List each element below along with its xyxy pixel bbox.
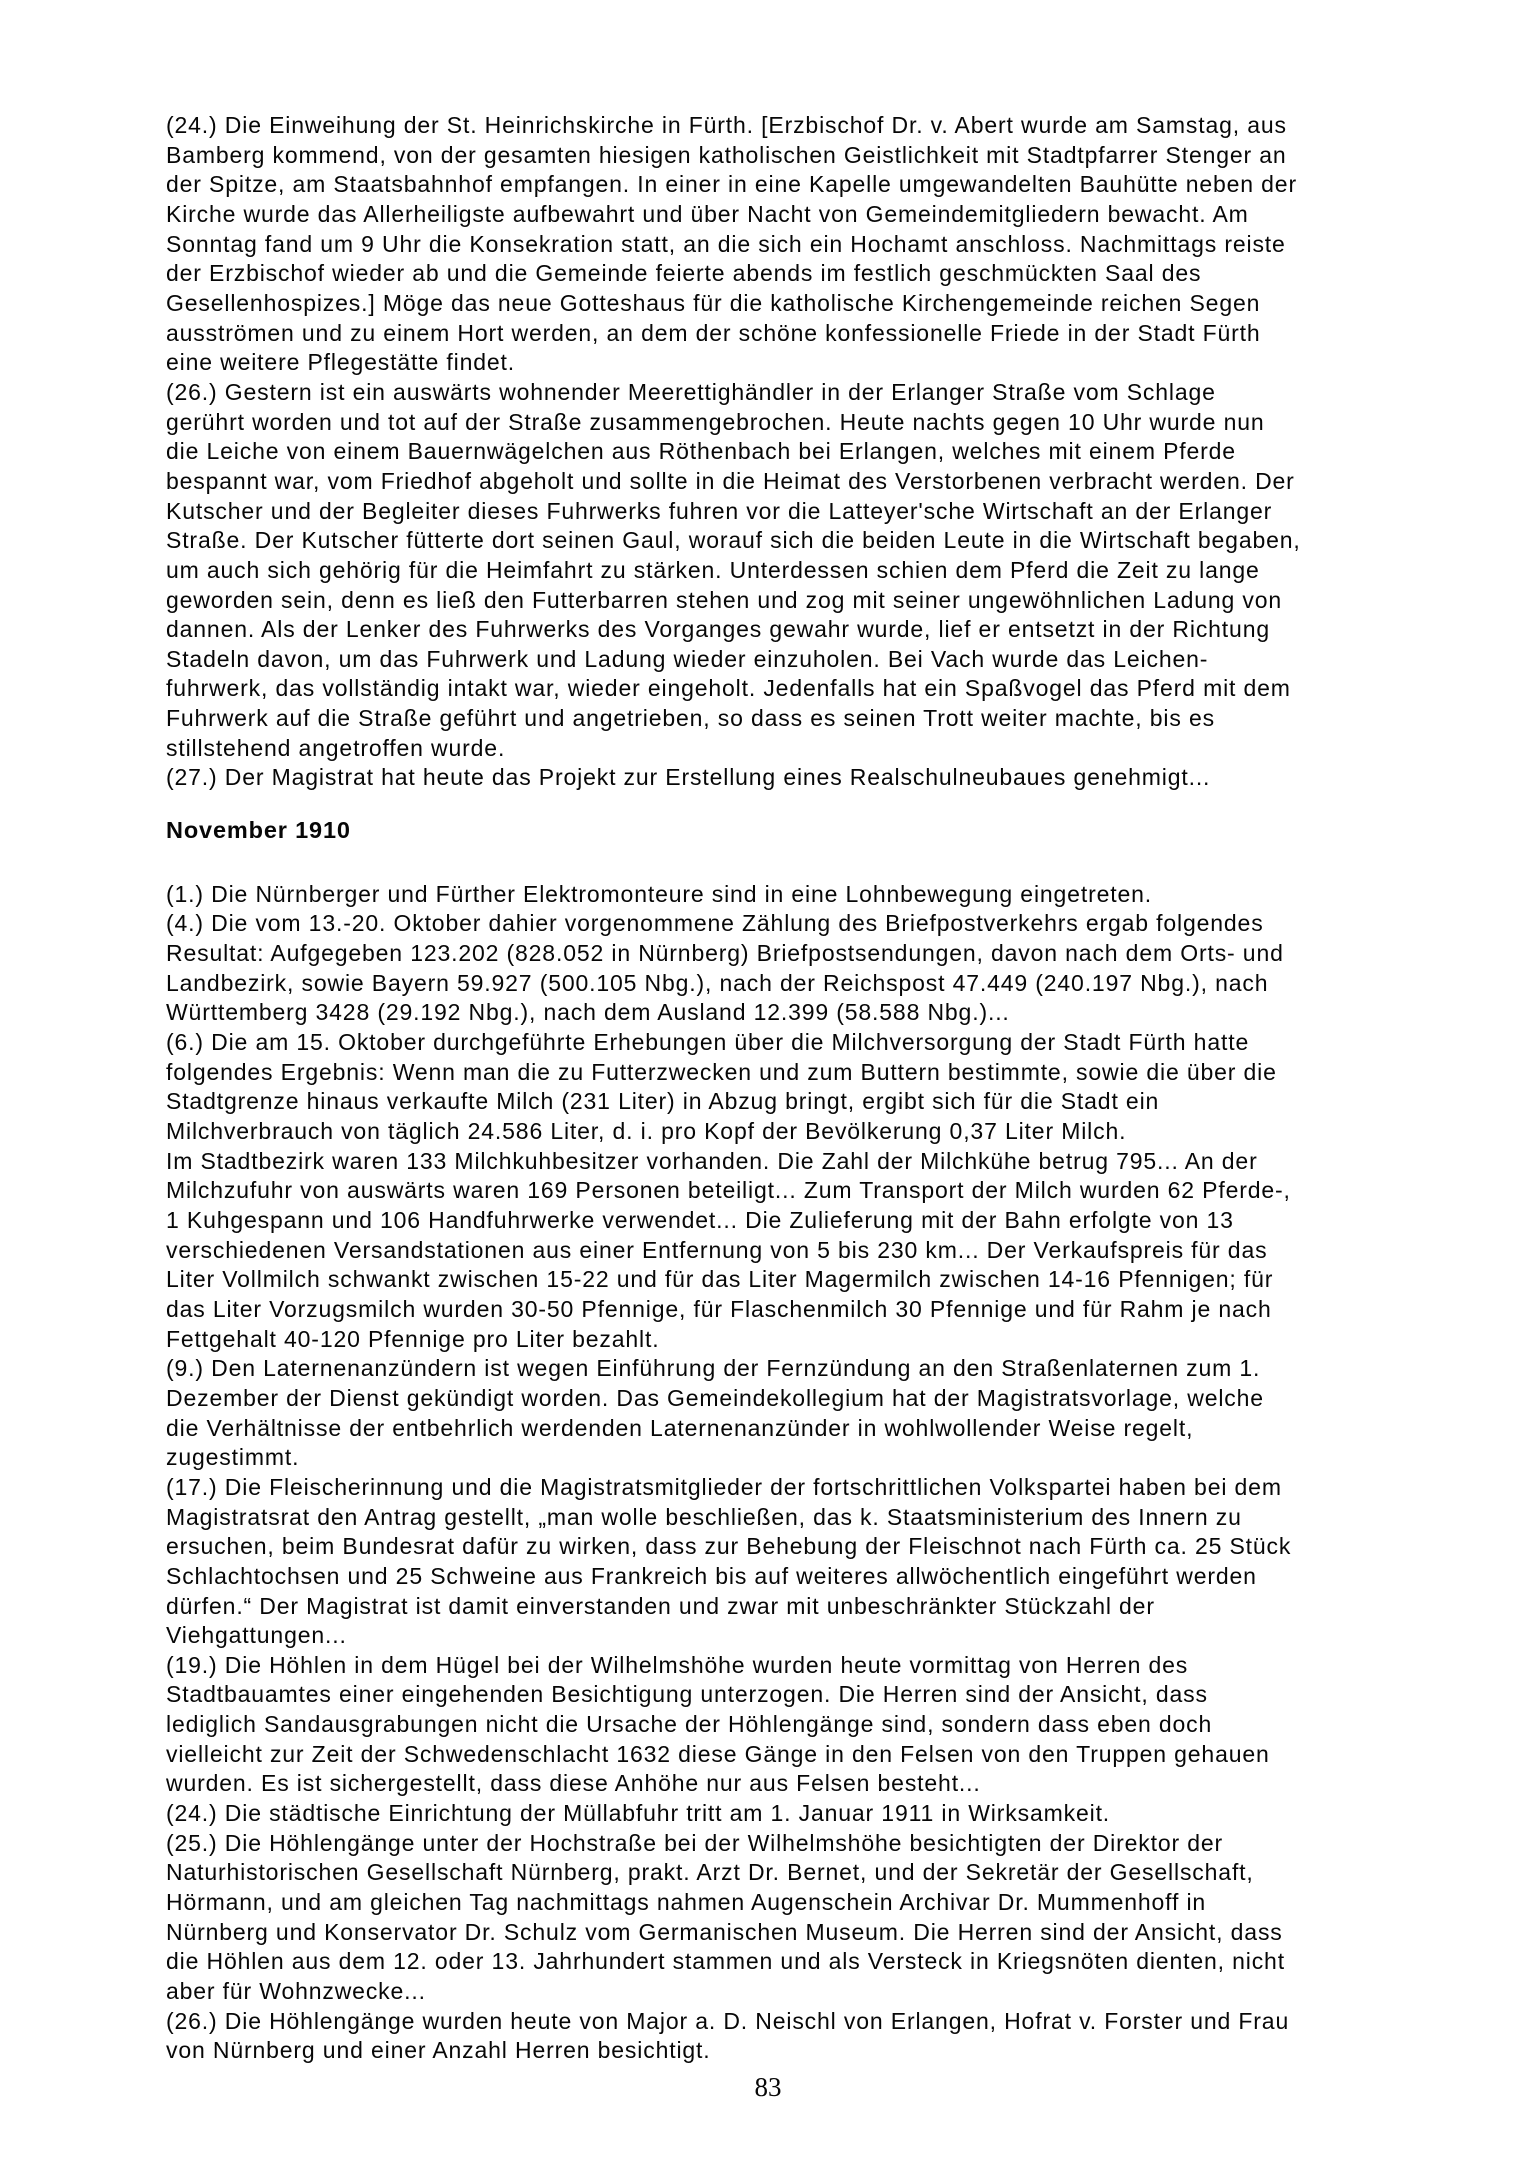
text-line: (19.) Die Höhlen in dem Hügel bei der Wilhelmshöhe wurden heute vormittag von Herren des xyxy=(166,1651,1189,1678)
text-line: Magistratsrat den Antrag gestellt, „man wolle beschließen, das k. Staatsministerium des Innern zu xyxy=(166,1503,1242,1530)
text-line: Naturhistorischen Gesellschaft Nürnberg, prakt. Arzt Dr. Bernet, und der Sekretär der Gesellschaft, xyxy=(166,1859,1254,1886)
october-entries xyxy=(166,111,1436,793)
text-line: (17.) Die Fleischerinnung und die Magistratsmitglieder der fortschrittlichen Volkspartei haben bei dem xyxy=(166,1473,1282,1500)
page-number: 83 xyxy=(754,2072,782,2102)
text-line: Württemberg 3428 (29.192 Nbg.), nach dem Ausland 12.399 (58.588 Nbg.)... xyxy=(166,999,1010,1026)
text-line: (26.) Die Höhlengänge wurden heute von Major a. D. Neischl von Erlangen, Hofrat v. Forster und Frau xyxy=(166,2007,1290,2034)
text-line: Stadeln davon, um das Fuhrwerk und Ladung wieder einzuholen. Bei Vach wurde das Leichen- xyxy=(166,645,1209,672)
text-line: gerührt worden und tot auf der Straße zusammengebrochen. Heute nachts gegen 10 Uhr wurde nun xyxy=(166,408,1265,435)
text-line: Schlachtochsen und 25 Schweine aus Frankreich bis auf weiteres allwöchentlich eingeführt werden xyxy=(166,1562,1257,1589)
text-line: Fuhrwerk auf die Straße geführt und angetrieben, so dass es seinen Trott weiter machte, bis es xyxy=(166,705,1215,732)
text-line: Milchverbrauch von täglich 24.586 Liter, d. i. pro Kopf der Bevölkerung 0,37 Liter Milch. xyxy=(166,1118,1127,1144)
text-line: dannen. Als der Lenker des Fuhrwerks des Vorganges gewahr wurde, lief er entsetzt in der Richtung xyxy=(166,616,1270,643)
text-line: lediglich Sandausgrabungen nicht die Ursache der Höhlengänge sind, sondern dass eben doch xyxy=(166,1711,1213,1738)
text-line: ausströmen und zu einem Hort werden, an dem der schöne konfessionelle Friede in der Stadt Fürth xyxy=(166,319,1261,346)
text-line: (26.) Gestern ist ein auswärts wohnender Meerettighändler in der Erlanger Straße vom Schlage xyxy=(166,378,1216,405)
text-line: Bamberg kommend, von der gesamten hiesigen katholischen Geistlichkeit mit Stadtpfarrer Stenger an xyxy=(166,141,1287,168)
text-line: die Leiche von einem Bauernwägelchen aus Röthenbach bei Erlangen, welches mit einem Pferde xyxy=(166,438,1236,465)
text-line: Sonntag fand um 9 Uhr die Konsekration statt, an die sich ein Hochamt anschloss. Nachmittags reiste xyxy=(166,230,1286,257)
text-line: Viehgattungen... xyxy=(166,1622,347,1649)
text-line: vielleicht zur Zeit der Schwedenschlacht 1632 diese Gänge in den Felsen von den Truppen gehauen xyxy=(166,1740,1270,1767)
text-line: Gesellenhospizes.] Möge das neue Gotteshaus für die katholische Kirchengemeinde reichen Segen xyxy=(166,289,1261,316)
text-line: Dezember der Dienst gekündigt worden. Das Gemeindekollegium hat der Magistratsvorlage, welche xyxy=(166,1384,1264,1411)
text-line: (4.) Die vom 13.-20. Oktober dahier vorgenommene Zählung des Briefpostverkehrs ergab folgendes xyxy=(166,910,1264,937)
text-line: fuhrwerk, das vollständig intakt war, wieder eingeholt. Jedenfalls hat ein Spaßvogel das Pferd mit dem xyxy=(166,675,1291,702)
text-line: Resultat: Aufgegeben 123.202 (828.052 in Nürnberg) Briefpostsendungen, davon nach dem Orts- und xyxy=(166,940,1284,967)
text-line: Straße. Der Kutscher fütterte dort seinen Gaul, worauf sich die beiden Leute in die Wirtschaft begaben, xyxy=(166,527,1301,554)
text-line: Stadtgrenze hinaus verkaufte Milch (231 Liter) in Abzug bringt, ergibt sich für die Stadt ein xyxy=(166,1088,1160,1115)
text-line: ersuchen, beim Bundesrat dafür zu wirken, dass zur Behebung der Fleischnot nach Fürth ca. 25 Stück xyxy=(166,1533,1292,1560)
text-line: aber für Wohnzwecke... xyxy=(166,1978,426,2005)
text-line: Kutscher und der Begleiter dieses Fuhrwerks fuhren vor die Latteyer'sche Wirtschaft an der Erlanger xyxy=(166,497,1273,524)
text-line: die Verhältnisse der entbehrlich werdenden Laternenanzünder in wohlwollender Weise regelt, xyxy=(166,1414,1194,1441)
november-entries xyxy=(166,880,1436,2066)
text-line: von Nürnberg und einer Anzahl Herren besichtigt. xyxy=(166,2037,711,2064)
text-line: um auch sich gehörig für die Heimfahrt zu stärken. Unterdessen schien dem Pferd die Zeit zu lange xyxy=(166,556,1260,583)
text-line: zugestimmt. xyxy=(166,1444,300,1471)
text-line: folgendes Ergebnis: Wenn man die zu Futterzwecken und zum Buttern bestimmte, sowie die über die xyxy=(166,1058,1277,1085)
text-line: Hörmann, und am gleichen Tag nachmittags nahmen Augenschein Archivar Dr. Mummenhoff in xyxy=(166,1889,1207,1916)
text-line: (6.) Die am 15. Oktober durchgeführte Erhebungen über die Milchversorgung der Stadt Fürth hatte xyxy=(166,1029,1250,1056)
text-line: Stadtbauamtes einer eingehenden Besichtigung unterzogen. Die Herren sind der Ansicht, dass xyxy=(166,1681,1208,1708)
text-line: Nürnberg und Konservator Dr. Schulz vom Germanischen Museum. Die Herren sind der Ansicht, dass xyxy=(166,1918,1283,1945)
text-line: wurden. Es ist sichergestellt, dass diese Anhöhe nur aus Felsen besteht... xyxy=(166,1770,981,1797)
text-line: das Liter Vorzugsmilch wurden 30-50 Pfennige, für Flaschenmilch 30 Pfennige und für Rahm je nach xyxy=(166,1295,1272,1322)
text-line: Fettgehalt 40-120 Pfennige pro Liter bezahlt. xyxy=(166,1325,660,1352)
text-line: (27.) Der Magistrat hat heute das Projekt zur Erstellung eines Realschulneubaues genehmigt... xyxy=(166,764,1211,791)
month-heading: November 1910 xyxy=(166,817,351,844)
text-line: der Erzbischof wieder ab und die Gemeinde feierte abends im festlich geschmückten Saal des xyxy=(166,260,1202,287)
text-line: Im Stadtbezirk waren 133 Milchkuhbesitzer vorhanden. Die Zahl der Milchkühe betrug 795... An der xyxy=(166,1147,1258,1174)
text-line: (24.) Die städtische Einrichtung der Müllabfuhr tritt am 1. Januar 1911 in Wirksamkeit. xyxy=(166,1800,1111,1827)
text-line: 1 Kuhgespann und 106 Handfuhrwerke verwendet... Die Zulieferung mit der Bahn erfolgte von 13 xyxy=(166,1206,1234,1233)
text-line: Landbezirk, sowie Bayern 59.927 (500.105 Nbg.), nach der Reichspost 47.449 (240.197 Nbg.), nach xyxy=(166,969,1269,996)
text-line: (25.) Die Höhlengänge unter der Hochstraße bei der Wilhelmshöhe besichtigten der Direktor der xyxy=(166,1829,1224,1856)
text-line: Kirche wurde das Allerheiligste aufbewahrt und über Nacht von Gemeindemitgliedern bewacht. Am xyxy=(166,200,1249,227)
text-column xyxy=(166,111,1436,2066)
text-line: dürfen.“ Der Magistrat ist damit einverstanden und zwar mit unbeschränkter Stückzahl der xyxy=(166,1592,1155,1619)
text-line: Milchzufuhr von auswärts waren 169 Personen beteiligt... Zum Transport der Milch wurden 62 Pferde-, xyxy=(166,1177,1291,1204)
text-line: (1.) Die Nürnberger und Fürther Elektromonteure sind in eine Lohnbewegung eingetreten. xyxy=(166,880,1152,907)
text-line: der Spitze, am Staatsbahnhof empfangen. In einer in eine Kapelle umgewandelten Bauhütte neben der xyxy=(166,171,1297,198)
text-line: (9.) Den Laternenanzündern ist wegen Einführung der Fernzündung an den Straßenlaternen zum 1. xyxy=(166,1355,1261,1382)
text-line: verschiedenen Versandstationen aus einer Entfernung von 5 bis 230 km... Der Verkaufspreis für das xyxy=(166,1236,1268,1263)
text-line: die Höhlen aus dem 12. oder 13. Jahrhundert stammen und als Versteck in Kriegsnöten dienten, nicht xyxy=(166,1948,1285,1975)
text-line: geworden sein, denn es ließ den Futterbarren stehen und zog mit seiner ungewöhnlichen Ladung von xyxy=(166,586,1283,613)
text-line: stillstehend angetroffen wurde. xyxy=(166,734,506,761)
text-line: bespannt war, vom Friedhof abgeholt und sollte in die Heimat des Verstorbenen verbracht werden. Der xyxy=(166,467,1295,494)
text-line: (24.) Die Einweihung der St. Heinrichskirche in Fürth. [Erzbischof Dr. v. Abert wurde am Samstag, aus xyxy=(166,112,1287,138)
text-line: eine weitere Pflegestätte findet. xyxy=(166,349,515,376)
text-line: Liter Vollmilch schwankt zwischen 15-22 und für das Liter Magermilch zwischen 14-16 Pfennigen; für xyxy=(166,1266,1274,1293)
